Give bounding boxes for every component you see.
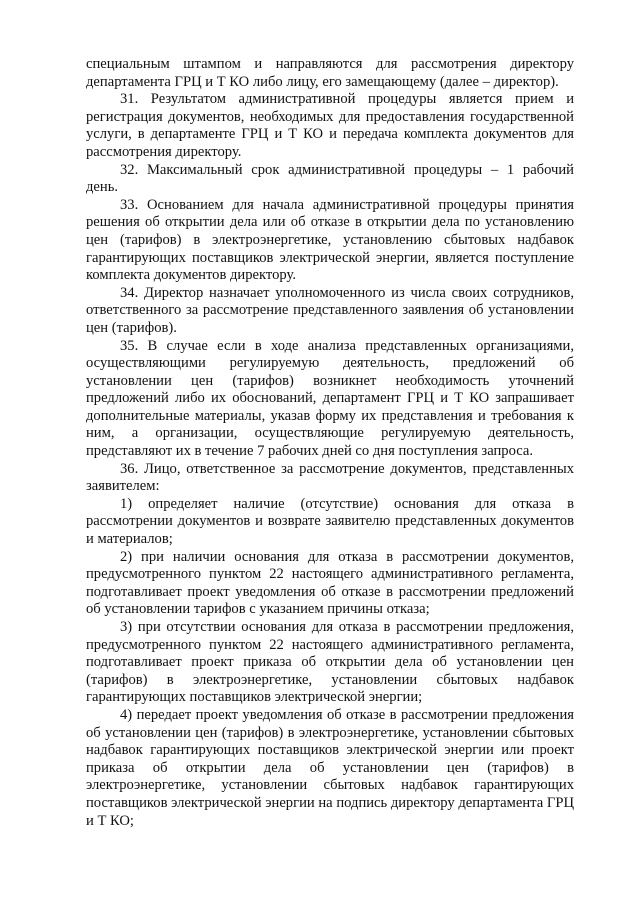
paragraph-36: 36. Лицо, ответственное за рассмотрение документов, представленных заявителем: (86, 460, 574, 495)
paragraph-36-item-4: 4) передает проект уведомления об отказе в рассмотрении предложения об установлении цен (тарифов) в электроэнергетике, установлении сбытовых надбавок гарантирующих поставщиков электрической энергии или проект приказа об открытии дела об установлении цен (тарифов) в электроэнергетике, установлении сбытовых надбавок гарантирующих поставщиков электрической энергии на подпись директору департамента ГРЦ и Т КО; (86, 706, 574, 829)
paragraph-36-item-2: 2) при наличии основания для отказа в рассмотрении документов, предусмотренного пунктом 22 настоящего административного регламента, подготавливает проект уведомления об отказе в рассмотрении предложений об установлении тарифов с указанием причины отказа; (86, 548, 574, 618)
paragraph-31: 31. Результатом административной процедуры является прием и регистрация документов, необходимых для предоставления государственной услуги, в департаменте ГРЦ и Т КО и передача комплекта документов для рассмотрения директору. (86, 91, 574, 160)
paragraph-35: 35. В случае если в ходе анализа представленных организациями, осуществляющими регулируемую деятельность, предложений об установлении цен (тарифов) возникнет необходимость уточнений предложений либо их обоснований, департамент ГРЦ и Т КО запрашивает дополнительные материалы, указав форму их представления и требования к ним, а организации, осуществляющие регулируемую деятельность, представляют их в течение 7 рабочих дней со дня поступления запроса. (86, 337, 574, 460)
paragraph-32: 32. Максимальный срок административной процедуры – 1 рабочий день. (86, 161, 574, 196)
paragraph-33: 33. Основанием для начала административной процедуры принятия решения об открытии дела или об отказе в открытии дела по установлению цен (тарифов) в электроэнергетике, установлению сбытовых надбавок гарантирующих поставщиков электрической энергии, является поступление комплекта документов директору. (86, 196, 574, 284)
paragraph-36-item-1: 1) определяет наличие (отсутствие) основания для отказа в рассмотрении документов и возврате заявителю представленных документов и материалов; (86, 495, 574, 548)
paragraph-36-item-3: 3) при отсутствии основания для отказа в рассмотрении предложения, предусмотренного пунктом 22 настоящего административного регламента, подготавливает проект приказа об открытии дела об установлении цен (тарифов) в электроэнергетике, установлении сбытовых надбавок гарантирующих поставщиков электрической энергии; (86, 619, 574, 706)
document-page (86, 56, 574, 830)
paragraph-34: 34. Директор назначает уполномоченного из числа своих сотрудников, ответственного за рассмотрение представленного заявления об установлении цен (тарифов). (86, 284, 574, 336)
paragraph-continuation: специальным штампом и направляются для рассмотрения директору департамента ГРЦ и Т КО либо лицу, его замещающему (далее – директор). (86, 56, 574, 90)
